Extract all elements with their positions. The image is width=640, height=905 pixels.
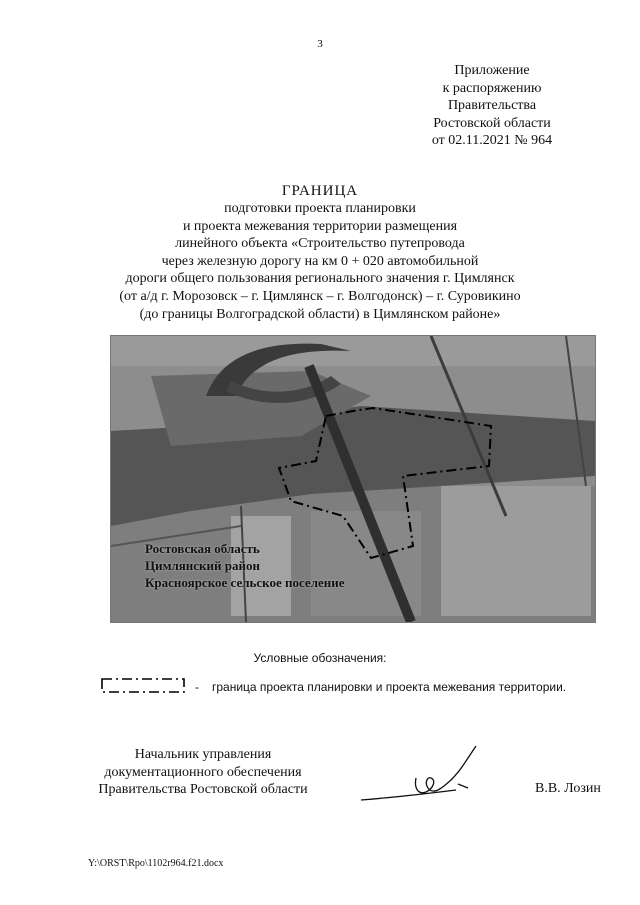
signatory-position bbox=[88, 746, 318, 799]
appendix-line: от 02.11.2021 № 964 bbox=[431, 133, 553, 148]
position-line: Правительства Ростовской области bbox=[98, 782, 308, 797]
page-number: 3 bbox=[317, 38, 323, 50]
appendix-line: Приложение bbox=[454, 63, 530, 78]
document-heading bbox=[0, 182, 640, 323]
legend-dash: - bbox=[195, 680, 199, 694]
subtitle-line: (до границы Волгоградской области) в Цимлянском районе» bbox=[139, 306, 501, 322]
subtitle-line: подготовки проекта планировки bbox=[224, 201, 416, 216]
map-region-labels bbox=[145, 540, 345, 591]
position-line: Начальник управления bbox=[134, 747, 272, 762]
satellite-map bbox=[110, 335, 596, 623]
handwritten-signature bbox=[356, 740, 506, 810]
boundary-dash-symbol bbox=[100, 676, 186, 696]
map-label-settlement: Красноярское сельское поселение bbox=[145, 575, 345, 590]
subtitle-line: линейного объекта «Строительство путепровода bbox=[175, 236, 465, 252]
map-label-region: Ростовская область bbox=[145, 541, 260, 556]
subtitle-line: через железную дорогу на км 0 + 020 автомобильной bbox=[161, 253, 479, 269]
subtitle-line: (от а/д г. Морозовск – г. Цимлянск – г. Волгодонск) – г. Суровикино bbox=[119, 288, 521, 304]
file-path: Y:\ORST\Rpo\1102r964.f21.docx bbox=[88, 858, 224, 869]
appendix-line: Правительства bbox=[447, 98, 537, 113]
legend-description: граница проекта планировки и проекта межевания территории. bbox=[212, 680, 567, 694]
subtitle-line: дороги общего пользования регионального значения г. Цимлянск bbox=[125, 271, 515, 287]
appendix-line: Ростовской области bbox=[433, 115, 551, 131]
legend-title: Условные обозначения: bbox=[253, 651, 387, 665]
subtitle-line: и проекта межевания территории размещения bbox=[182, 218, 458, 234]
document-title: ГРАНИЦА bbox=[281, 183, 359, 199]
appendix-header bbox=[402, 62, 582, 150]
document-subtitle bbox=[0, 200, 640, 323]
map-label-district: Цимлянский район bbox=[145, 558, 260, 573]
appendix-line: к распоряжению bbox=[442, 80, 542, 96]
signer-name: В.В. Лозин bbox=[535, 781, 601, 796]
position-line: документационного обеспечения bbox=[104, 764, 302, 780]
